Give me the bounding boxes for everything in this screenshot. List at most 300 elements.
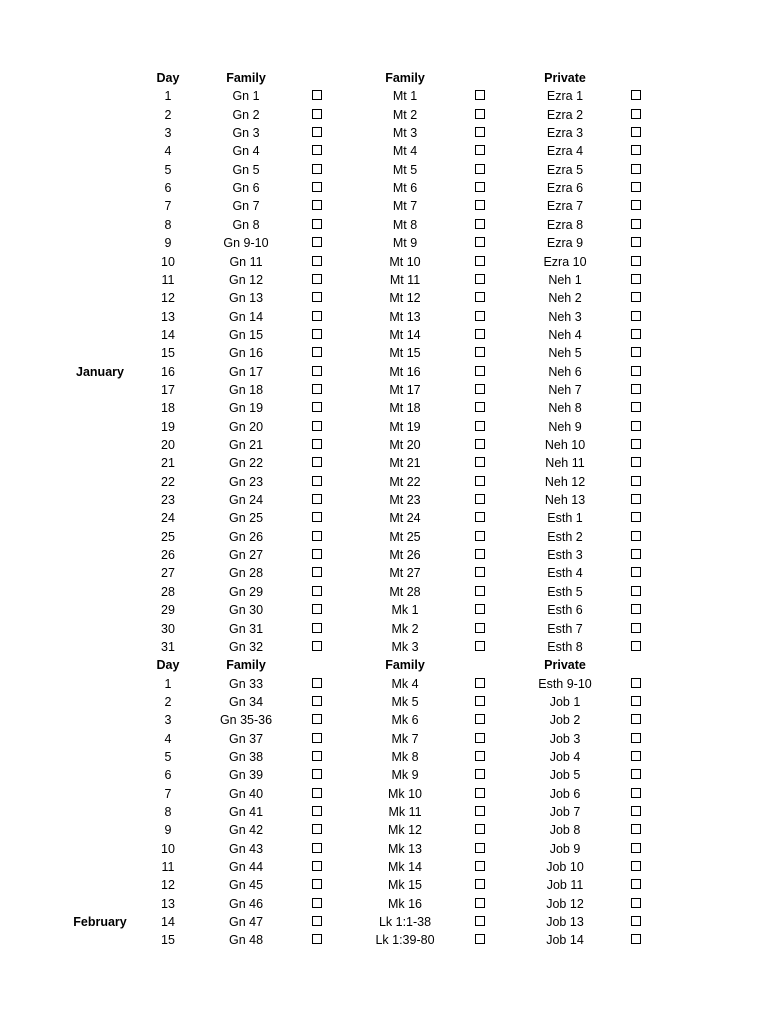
family-2-checkbox[interactable] — [475, 549, 485, 559]
family-2-checkbox[interactable] — [475, 641, 485, 651]
table-row — [0, 766, 768, 784]
family-2-checkbox[interactable] — [475, 219, 485, 229]
day-number: 13 — [161, 896, 175, 911]
table-row — [0, 711, 768, 729]
family-reading-1: Gn 27 — [228, 548, 264, 563]
private-checkbox[interactable] — [631, 733, 641, 743]
day-number: 6 — [164, 181, 172, 196]
family-reading-2: Mk 16 — [387, 896, 423, 911]
day-number: 19 — [161, 419, 175, 434]
private-reading: Job 5 — [549, 768, 581, 783]
day-number: 9 — [164, 823, 172, 838]
family-1-checkbox[interactable] — [312, 219, 322, 229]
private-checkbox[interactable] — [631, 586, 641, 596]
family-2-checkbox[interactable] — [475, 421, 485, 431]
table-row — [0, 399, 768, 417]
private-checkbox[interactable] — [631, 806, 641, 816]
family-reading-1: Gn 47 — [228, 915, 264, 930]
table-row — [0, 693, 768, 711]
family-reading-1: Gn 20 — [228, 419, 264, 434]
private-checkbox[interactable] — [631, 788, 641, 798]
family-2-checkbox[interactable] — [475, 90, 485, 100]
family-1-checkbox[interactable] — [312, 402, 322, 412]
family-1-checkbox[interactable] — [312, 678, 322, 688]
private-checkbox[interactable] — [631, 127, 641, 137]
family-1-checkbox[interactable] — [312, 90, 322, 100]
family-reading-2: Mt 5 — [392, 162, 418, 177]
day-number: 11 — [161, 860, 175, 875]
family-2-checkbox[interactable] — [475, 292, 485, 302]
private-checkbox[interactable] — [631, 824, 641, 834]
family-reading-1: Gn 46 — [228, 896, 264, 911]
private-checkbox[interactable] — [631, 678, 641, 688]
private-checkbox[interactable] — [631, 237, 641, 247]
family-1-checkbox[interactable] — [312, 696, 322, 706]
day-number: 18 — [161, 401, 175, 416]
family-reading-1: Gn 32 — [228, 639, 264, 654]
private-checkbox[interactable] — [631, 476, 641, 486]
family-reading-1: Gn 35-36 — [219, 713, 273, 728]
family-2-checkbox[interactable] — [475, 164, 485, 174]
private-reading: Ezra 6 — [546, 181, 584, 196]
private-reading: Ezra 3 — [546, 126, 584, 141]
family-1-checkbox[interactable] — [312, 623, 322, 633]
private-reading: Neh 3 — [548, 309, 582, 324]
private-reading: Job 1 — [549, 694, 581, 709]
family-1-checkbox[interactable] — [312, 439, 322, 449]
private-checkbox[interactable] — [631, 256, 641, 266]
day-number: 4 — [164, 731, 172, 746]
header-family-1: Family — [226, 658, 266, 673]
family-reading-1: Gn 34 — [228, 694, 264, 709]
private-reading: Job 13 — [546, 915, 584, 930]
private-reading: Esth 4 — [547, 566, 583, 581]
family-1-checkbox[interactable] — [312, 182, 322, 192]
family-reading-2: Mt 2 — [392, 107, 418, 122]
family-reading-1: Gn 30 — [228, 603, 264, 618]
family-1-checkbox[interactable] — [312, 109, 322, 119]
table-row — [0, 344, 768, 362]
private-reading: Ezra 4 — [546, 144, 584, 159]
table-row — [0, 418, 768, 436]
family-2-checkbox[interactable] — [475, 806, 485, 816]
family-2-checkbox[interactable] — [475, 898, 485, 908]
family-reading-1: Gn 24 — [228, 493, 264, 508]
day-number: 16 — [161, 364, 175, 379]
family-1-checkbox[interactable] — [312, 127, 322, 137]
private-reading: Job 14 — [546, 933, 584, 948]
family-2-checkbox[interactable] — [475, 531, 485, 541]
private-reading: Neh 11 — [545, 456, 585, 471]
family-2-checkbox[interactable] — [475, 109, 485, 119]
family-1-checkbox[interactable] — [312, 457, 322, 467]
private-checkbox[interactable] — [631, 769, 641, 779]
family-1-checkbox[interactable] — [312, 329, 322, 339]
family-1-checkbox[interactable] — [312, 145, 322, 155]
family-2-checkbox[interactable] — [475, 366, 485, 376]
family-reading-2: Mt 28 — [389, 584, 421, 599]
day-number: 21 — [161, 456, 175, 471]
private-reading: Job 10 — [546, 860, 584, 875]
day-number: 5 — [164, 749, 172, 764]
family-1-checkbox[interactable] — [312, 843, 322, 853]
family-1-checkbox[interactable] — [312, 347, 322, 357]
family-1-checkbox[interactable] — [312, 421, 322, 431]
private-checkbox[interactable] — [631, 329, 641, 339]
family-reading-1: Gn 48 — [228, 933, 264, 948]
table-row — [0, 436, 768, 454]
table-row — [0, 840, 768, 858]
family-reading-1: Gn 13 — [228, 291, 264, 306]
private-checkbox[interactable] — [631, 531, 641, 541]
family-reading-1: Gn 28 — [228, 566, 264, 581]
table-row — [0, 748, 768, 766]
private-reading: Ezra 7 — [546, 199, 584, 214]
private-checkbox[interactable] — [631, 898, 641, 908]
family-reading-1: Gn 6 — [232, 181, 260, 196]
day-number: 15 — [161, 346, 175, 361]
family-reading-2: Mt 4 — [392, 144, 418, 159]
private-reading: Neh 10 — [544, 438, 586, 452]
family-2-checkbox[interactable] — [475, 127, 485, 137]
family-reading-2: Mk 15 — [387, 878, 423, 893]
family-1-checkbox[interactable] — [312, 769, 322, 779]
family-1-checkbox[interactable] — [312, 274, 322, 284]
family-reading-1: Gn 1 — [232, 89, 260, 104]
family-1-checkbox[interactable] — [312, 256, 322, 266]
family-reading-1: Gn 45 — [228, 878, 264, 893]
family-reading-2: Mt 27 — [389, 566, 421, 581]
family-2-checkbox[interactable] — [475, 788, 485, 798]
table-row — [0, 931, 768, 949]
family-2-checkbox[interactable] — [475, 824, 485, 834]
private-checkbox[interactable] — [631, 182, 641, 192]
family-reading-2: Mt 22 — [389, 474, 421, 489]
family-1-checkbox[interactable] — [312, 824, 322, 834]
day-number: 7 — [164, 199, 172, 214]
family-1-checkbox[interactable] — [312, 512, 322, 522]
table-row — [0, 289, 768, 307]
private-checkbox[interactable] — [631, 311, 641, 321]
family-1-checkbox[interactable] — [312, 898, 322, 908]
family-2-checkbox[interactable] — [475, 494, 485, 504]
day-number: 10 — [161, 254, 175, 269]
private-reading: Ezra 5 — [546, 162, 584, 177]
private-checkbox[interactable] — [631, 604, 641, 614]
table-row — [0, 509, 768, 527]
month-label: January — [76, 364, 124, 379]
family-reading-1: Gn 4 — [232, 144, 260, 159]
family-1-checkbox[interactable] — [312, 934, 322, 944]
family-reading-1: Gn 9-10 — [223, 236, 269, 251]
table-row — [0, 620, 768, 638]
family-reading-1: Gn 16 — [228, 346, 264, 361]
family-2-checkbox[interactable] — [475, 384, 485, 394]
day-number: 20 — [161, 438, 175, 452]
private-reading: Neh 8 — [548, 401, 582, 416]
private-checkbox[interactable] — [631, 494, 641, 504]
private-checkbox[interactable] — [631, 751, 641, 761]
private-checkbox[interactable] — [631, 641, 641, 651]
day-number: 15 — [161, 933, 175, 948]
family-reading-2: Mt 18 — [389, 401, 421, 416]
family-2-checkbox[interactable] — [475, 751, 485, 761]
table-row — [0, 381, 768, 399]
family-2-checkbox[interactable] — [475, 145, 485, 155]
family-2-checkbox[interactable] — [475, 586, 485, 596]
private-checkbox[interactable] — [631, 109, 641, 119]
private-checkbox[interactable] — [631, 916, 641, 926]
private-checkbox[interactable] — [631, 861, 641, 871]
family-reading-2: Mk 6 — [391, 713, 419, 728]
day-number: 14 — [161, 327, 175, 342]
header-family-2: Family — [385, 658, 425, 673]
family-1-checkbox[interactable] — [312, 733, 322, 743]
family-2-checkbox[interactable] — [475, 256, 485, 266]
private-reading: Neh 4 — [548, 327, 582, 342]
family-1-checkbox[interactable] — [312, 641, 322, 651]
family-1-checkbox[interactable] — [312, 751, 322, 761]
family-2-checkbox[interactable] — [475, 402, 485, 412]
table-row — [0, 454, 768, 472]
family-1-checkbox[interactable] — [312, 237, 322, 247]
family-2-checkbox[interactable] — [475, 916, 485, 926]
family-1-checkbox[interactable] — [312, 384, 322, 394]
family-reading-2: Mt 14 — [389, 327, 421, 342]
private-checkbox[interactable] — [631, 274, 641, 284]
family-reading-1: Gn 12 — [228, 272, 264, 287]
family-2-checkbox[interactable] — [475, 457, 485, 467]
table-row — [0, 234, 768, 252]
private-checkbox[interactable] — [631, 843, 641, 853]
private-checkbox[interactable] — [631, 439, 641, 449]
family-reading-2: Mt 13 — [389, 309, 421, 324]
table-row — [0, 271, 768, 289]
family-1-checkbox[interactable] — [312, 567, 322, 577]
family-reading-1: Gn 22 — [228, 456, 264, 471]
family-reading-2: Mt 7 — [392, 199, 418, 214]
family-reading-2: Mk 14 — [387, 860, 423, 875]
family-reading-2: Mt 8 — [392, 217, 418, 232]
day-number: 12 — [161, 291, 175, 306]
day-number: 11 — [161, 272, 175, 287]
family-1-checkbox[interactable] — [312, 531, 322, 541]
private-checkbox[interactable] — [631, 421, 641, 431]
family-reading-1: Gn 39 — [228, 768, 264, 783]
table-header-row — [0, 656, 768, 674]
table-row — [0, 803, 768, 821]
private-checkbox[interactable] — [631, 457, 641, 467]
day-number: 12 — [161, 878, 175, 893]
private-checkbox[interactable] — [631, 145, 641, 155]
family-1-checkbox[interactable] — [312, 476, 322, 486]
private-checkbox[interactable] — [631, 879, 641, 889]
family-1-checkbox[interactable] — [312, 879, 322, 889]
table-row — [0, 106, 768, 124]
table-row — [0, 821, 768, 839]
family-reading-1: Gn 25 — [228, 511, 264, 526]
day-number: 8 — [164, 805, 172, 819]
family-reading-1: Gn 44 — [228, 860, 264, 875]
private-checkbox[interactable] — [631, 347, 641, 357]
family-2-checkbox[interactable] — [475, 347, 485, 357]
family-2-checkbox[interactable] — [475, 329, 485, 339]
family-reading-2: Mk 10 — [387, 786, 423, 801]
family-reading-2: Mt 16 — [389, 364, 421, 379]
family-2-checkbox[interactable] — [475, 861, 485, 871]
header-day: Day — [156, 658, 180, 673]
day-number: 14 — [161, 915, 175, 930]
day-number: 24 — [161, 511, 175, 526]
family-reading-1: Gn 3 — [232, 126, 260, 141]
family-2-checkbox[interactable] — [475, 604, 485, 614]
private-checkbox[interactable] — [631, 164, 641, 174]
family-reading-2: Mt 20 — [389, 438, 421, 452]
private-reading: Esth 9-10 — [538, 676, 592, 691]
family-1-checkbox[interactable] — [312, 292, 322, 302]
family-1-checkbox[interactable] — [312, 586, 322, 596]
day-number: 29 — [161, 603, 175, 618]
family-2-checkbox[interactable] — [475, 567, 485, 577]
family-2-checkbox[interactable] — [475, 733, 485, 743]
private-checkbox[interactable] — [631, 90, 641, 100]
table-row — [0, 161, 768, 179]
family-reading-2: Mt 10 — [389, 254, 421, 269]
family-1-checkbox[interactable] — [312, 861, 322, 871]
family-reading-1: Gn 31 — [228, 621, 264, 636]
family-2-checkbox[interactable] — [475, 476, 485, 486]
family-reading-2: Mt 3 — [392, 126, 418, 141]
family-1-checkbox[interactable] — [312, 494, 322, 504]
header-private: Private — [544, 71, 586, 85]
family-reading-1: Gn 5 — [232, 162, 260, 177]
private-checkbox[interactable] — [631, 714, 641, 724]
family-reading-1: Gn 29 — [228, 584, 264, 599]
private-checkbox[interactable] — [631, 696, 641, 706]
family-2-checkbox[interactable] — [475, 311, 485, 321]
family-reading-2: Mk 11 — [388, 805, 422, 819]
private-reading: Esth 5 — [547, 584, 583, 599]
family-reading-1: Gn 37 — [228, 731, 264, 746]
table-row — [0, 876, 768, 894]
family-2-checkbox[interactable] — [475, 714, 485, 724]
table-row — [0, 564, 768, 582]
table-row — [0, 675, 768, 693]
private-checkbox[interactable] — [631, 549, 641, 559]
family-reading-2: Mt 19 — [389, 419, 421, 434]
private-checkbox[interactable] — [631, 366, 641, 376]
table-header-row — [0, 69, 768, 87]
family-1-checkbox[interactable] — [312, 366, 322, 376]
private-reading: Neh 6 — [548, 364, 582, 379]
private-reading: Neh 13 — [544, 493, 586, 508]
family-2-checkbox[interactable] — [475, 769, 485, 779]
family-reading-2: Mk 2 — [391, 621, 419, 636]
day-number: 2 — [164, 694, 172, 709]
family-reading-2: Mk 5 — [391, 694, 419, 709]
private-reading: Ezra 10 — [543, 254, 587, 269]
family-2-checkbox[interactable] — [475, 439, 485, 449]
family-reading-1: Gn 23 — [228, 474, 264, 489]
family-2-checkbox[interactable] — [475, 934, 485, 944]
table-row — [0, 124, 768, 142]
family-reading-1: Gn 7 — [232, 199, 260, 214]
private-reading: Neh 2 — [548, 291, 582, 306]
day-number: 25 — [161, 529, 175, 544]
family-reading-2: Mk 4 — [391, 676, 419, 691]
family-reading-2: Mk 9 — [391, 768, 419, 783]
table-row — [0, 730, 768, 748]
private-checkbox[interactable] — [631, 219, 641, 229]
family-2-checkbox[interactable] — [475, 843, 485, 853]
family-reading-2: Mk 1 — [391, 603, 419, 618]
private-checkbox[interactable] — [631, 200, 641, 210]
table-row — [0, 601, 768, 619]
family-2-checkbox[interactable] — [475, 879, 485, 889]
private-reading: Job 4 — [549, 749, 581, 764]
private-checkbox[interactable] — [631, 934, 641, 944]
family-reading-1: Gn 33 — [228, 676, 264, 691]
family-2-checkbox[interactable] — [475, 678, 485, 688]
table-row — [0, 216, 768, 234]
day-number: 9 — [164, 236, 172, 251]
family-1-checkbox[interactable] — [312, 200, 322, 210]
family-2-checkbox[interactable] — [475, 623, 485, 633]
table-row — [0, 326, 768, 344]
family-reading-2: Mt 24 — [389, 511, 421, 526]
family-1-checkbox[interactable] — [312, 916, 322, 926]
family-reading-1: Gn 43 — [228, 841, 264, 856]
day-number: 4 — [164, 144, 172, 159]
family-reading-1: Gn 40 — [228, 786, 264, 801]
family-1-checkbox[interactable] — [312, 604, 322, 614]
family-reading-2: Mt 9 — [392, 236, 418, 251]
family-1-checkbox[interactable] — [312, 714, 322, 724]
day-number: 23 — [161, 493, 175, 508]
table-row — [0, 858, 768, 876]
table-row — [0, 583, 768, 601]
family-reading-2: Mt 23 — [389, 493, 421, 508]
family-1-checkbox[interactable] — [312, 806, 322, 816]
family-2-checkbox[interactable] — [475, 512, 485, 522]
day-number: 27 — [161, 566, 175, 581]
family-2-checkbox[interactable] — [475, 274, 485, 284]
private-reading: Job 12 — [546, 896, 584, 911]
private-checkbox[interactable] — [631, 623, 641, 633]
family-1-checkbox[interactable] — [312, 311, 322, 321]
family-reading-1: Gn 17 — [228, 364, 264, 379]
family-1-checkbox[interactable] — [312, 549, 322, 559]
private-reading: Job 11 — [546, 878, 584, 893]
private-checkbox[interactable] — [631, 384, 641, 394]
family-reading-1: Gn 21 — [228, 438, 264, 452]
day-number: 5 — [164, 162, 172, 177]
family-1-checkbox[interactable] — [312, 164, 322, 174]
private-checkbox[interactable] — [631, 512, 641, 522]
private-checkbox[interactable] — [631, 292, 641, 302]
family-2-checkbox[interactable] — [475, 696, 485, 706]
family-reading-2: Mk 8 — [391, 749, 419, 764]
family-2-checkbox[interactable] — [475, 200, 485, 210]
family-reading-2: Mk 13 — [387, 841, 423, 856]
private-checkbox[interactable] — [631, 402, 641, 412]
family-2-checkbox[interactable] — [475, 182, 485, 192]
family-1-checkbox[interactable] — [312, 788, 322, 798]
day-number: 22 — [161, 474, 175, 489]
day-number: 1 — [164, 676, 172, 691]
family-2-checkbox[interactable] — [475, 237, 485, 247]
private-checkbox[interactable] — [631, 567, 641, 577]
